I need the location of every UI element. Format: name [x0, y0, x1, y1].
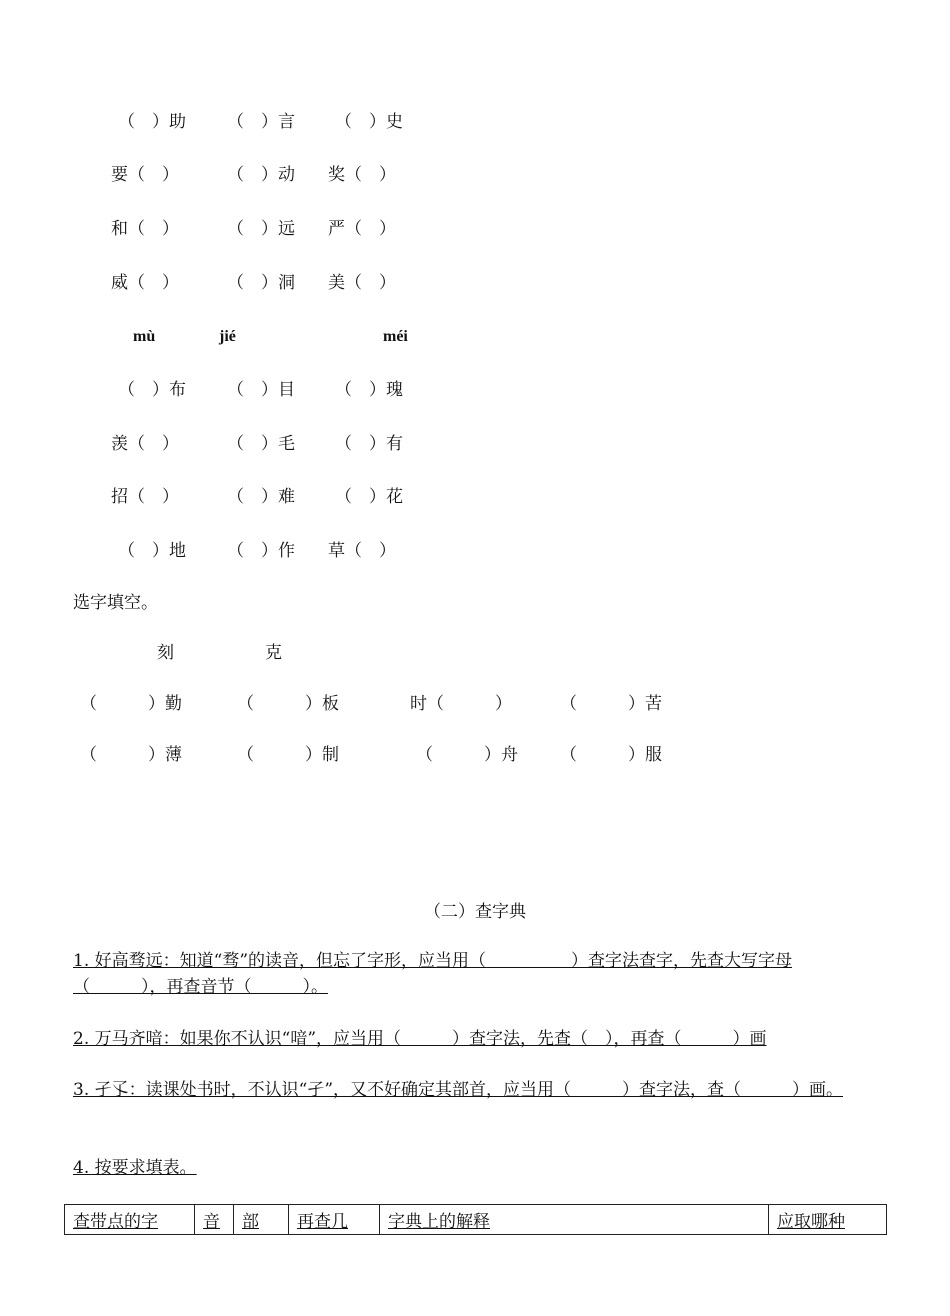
grid2-r4-c1: （ ）地: [118, 541, 186, 561]
grid1-r4-c3: 美（ ）: [328, 273, 396, 293]
table-header: 再查几: [289, 1205, 380, 1235]
grid1-r3-c1: 和（ ）: [111, 219, 179, 239]
select-r1-c3: 时（ ）: [410, 694, 512, 714]
select-r1-c1: （ ）勤: [80, 694, 182, 714]
grid2-r4-c3: 草（ ）: [328, 541, 396, 561]
grid2-r3-c3: （ ）花: [335, 487, 403, 507]
section-title: （二）查字典: [424, 902, 526, 922]
table-header: 音: [195, 1205, 234, 1235]
select-r1-c4: （ ）苦: [560, 694, 662, 714]
grid1-r3-c2: （ ）远: [227, 219, 295, 239]
grid2-r1-c3: （ ）瑰: [335, 380, 403, 400]
grid1-r1-c1: （ ）助: [118, 112, 186, 132]
select-r2-c2: （ ）制: [237, 745, 339, 765]
question-4: 4. 按要求填表。: [73, 1158, 197, 1178]
choice-2: 克: [265, 643, 282, 663]
grid2-r1-c2: （ ）目: [227, 380, 295, 400]
pinyin-3: méi: [383, 328, 408, 345]
grid2-r1-c1: （ ）布: [118, 380, 186, 400]
grid1-r1-c2: （ ）言: [227, 112, 295, 132]
grid1-r3-c3: 严（ ）: [328, 219, 396, 239]
grid2-r3-c1: 招（ ）: [111, 487, 179, 507]
choice-1: 刻: [157, 643, 174, 663]
table-header: 查带点的字: [65, 1205, 195, 1235]
grid1-r4-c1: 威（ ）: [111, 273, 179, 293]
question-3: 3. 孑孓：读课处书时，不认识“孑”，又不好确定其部首，应当用（ ）查字法，查（ ）画。: [73, 1080, 844, 1100]
grid1-r4-c2: （ ）洞: [227, 273, 295, 293]
table-header: 部: [234, 1205, 289, 1235]
grid2-r2-c1: 羡（ ）: [111, 434, 179, 454]
select-r2-c4: （ ）服: [560, 745, 662, 765]
select-r2-c3: （ ）舟: [416, 745, 518, 765]
table-header: 字典上的解释: [380, 1205, 769, 1235]
pinyin-2: jié: [219, 328, 236, 345]
grid2-r2-c2: （ ）毛: [227, 434, 295, 454]
grid1-r2-c3: 奖（ ）: [328, 165, 396, 185]
select-r2-c1: （ ）薄: [80, 745, 182, 765]
question-1: 1. 好高骛远：知道“骛”的读音，但忘了字形，应当用（ ）查字法查字，先查大写字母（ ），再查音节（ ）。: [73, 951, 793, 997]
select-heading: 选字填空。: [73, 593, 158, 613]
grid1-r2-c1: 要（ ）: [111, 165, 179, 185]
pinyin-1: mù: [133, 328, 156, 345]
fill-table: [64, 1204, 887, 1235]
question-2: 2. 万马齐喑：如果你不认识“喑”，应当用（ ）查字法，先查（ ），再查（ ）画: [73, 1029, 767, 1049]
grid1-r1-c3: （ ）史: [335, 112, 403, 132]
grid1-r2-c2: （ ）动: [227, 165, 295, 185]
grid2-r4-c2: （ ）作: [227, 541, 295, 561]
grid2-r2-c3: （ ）有: [335, 434, 403, 454]
table-header: 应取哪种: [769, 1205, 887, 1235]
select-r1-c2: （ ）板: [237, 694, 339, 714]
table-header-row: [65, 1205, 887, 1235]
grid2-r3-c2: （ ）难: [227, 487, 295, 507]
